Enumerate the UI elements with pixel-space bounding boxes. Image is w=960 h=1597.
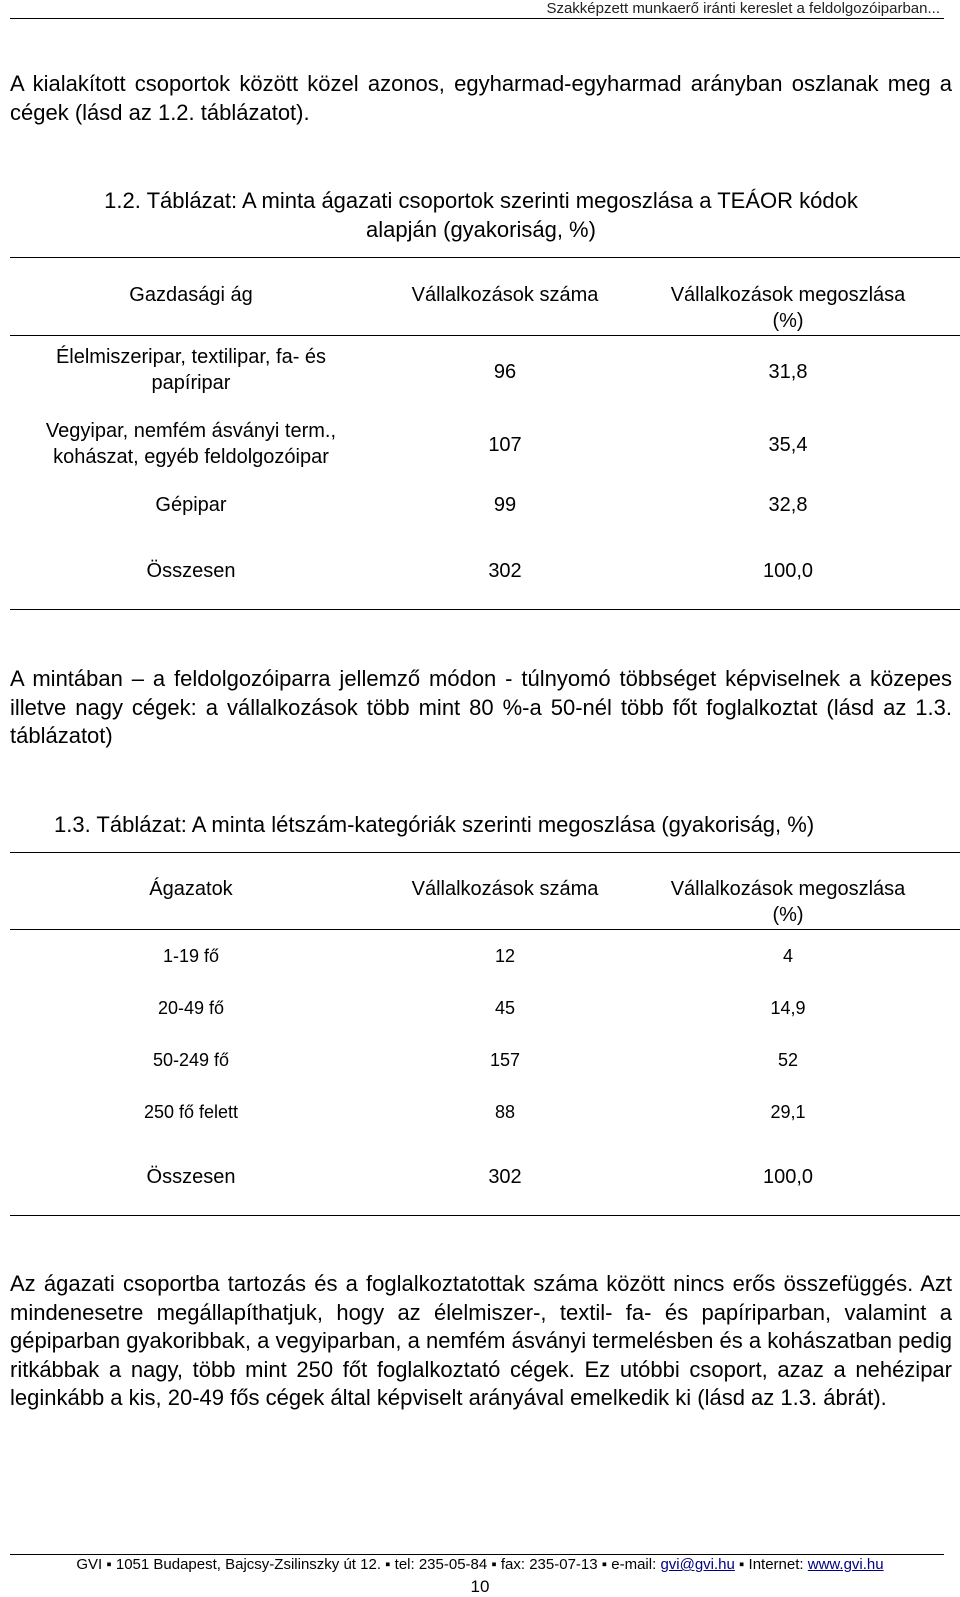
table1-row3-label: Gépipar — [155, 494, 227, 516]
table1-total-label: Összesen — [146, 560, 236, 582]
table2-header-rule — [10, 929, 960, 930]
table2-row4-label: 250 fő felett — [143, 1102, 239, 1122]
table2-bottom-rule — [10, 1215, 960, 1216]
table2-caption: 1.3. Táblázat: A minta létszám-kategóriák szerinti megoszlása (gyakoriság, %) — [54, 812, 815, 837]
header-divider — [10, 18, 944, 19]
table1-header-share-unit: (%) — [772, 310, 804, 332]
footer-contact — [0, 1556, 960, 1573]
footer-email-link[interactable]: gvi@gvi.hu — [660, 1556, 735, 1573]
footer-divider — [10, 1554, 944, 1555]
table2-row2-count: 45 — [494, 998, 516, 1018]
table1-row2-share: 35,4 — [768, 434, 808, 456]
table2-header-share: Vállalkozások megoszlása — [670, 878, 906, 900]
table1-total-count: 302 — [488, 560, 522, 582]
table2-header-share-unit: (%) — [772, 904, 804, 926]
table2-header-category: Ágazatok — [149, 878, 233, 900]
table1-row3-share: 32,8 — [768, 494, 808, 516]
table2-row3-share: 52 — [777, 1050, 799, 1070]
table1-row1-count: 96 — [493, 361, 517, 383]
table2-header-count: Vállalkozások száma — [411, 878, 599, 900]
table1-row1-label-line1: Élelmiszeripar, textilipar, fa- és — [55, 346, 327, 368]
table2-row1-label: 1-19 fő — [162, 946, 220, 966]
table1-row2-label-line1: Vegyipar, nemfém ásványi term., — [45, 420, 337, 442]
table2-total-count: 302 — [488, 1166, 522, 1188]
table2-row3-count: 157 — [489, 1050, 521, 1070]
table1-top-rule — [10, 257, 960, 258]
table1-row2-label-line2: kohászat, egyéb feldolgozóipar — [53, 446, 329, 468]
table2-row1-share: 4 — [782, 946, 793, 966]
closing-paragraph: Az ágazati csoportba tartozás és a foglalkoztatottak száma között nincs erős összefüggés. Azt mindenesetre megállapíthatjuk, hogy az élelmiszer-, textil- fa- és papíriparban, valamint a gépiparban gyakoribbak, a vegyiparban, a nemfém ásványi termelésben és a kohászatban pedig ritkábbak a nagy, több mint 250 főt foglalkoztató cégek. Ez utóbbi csoport, azaz a nehézipar leginkább a kis, 20-49 fős cégek által képviselt arányával emelkedik ki (lásd az 1.3. ábrát). — [10, 1271, 952, 1410]
intro-paragraph: A kialakított csoportok között közel azonos, egyharmad-egyharmad arányban oszlanak meg a cégek (lásd az 1.2. táblázatot). — [10, 71, 952, 125]
table2-total-share: 100,0 — [762, 1166, 814, 1188]
table2-top-rule — [10, 852, 960, 853]
footer-address: GVI ▪ 1051 Budapest, Bajcsy-Zsilinszky út 12. ▪ tel: 235-05-84 ▪ fax: 235-07-13 ▪ e-mail: — [76, 1556, 657, 1573]
table2-row2-label: 20-49 fő — [157, 998, 225, 1018]
table2-row2-share: 14,9 — [770, 998, 806, 1018]
page-number: 10 — [470, 1577, 490, 1596]
table1-row1-label-line2: papíripar — [151, 372, 231, 394]
footer-internet-label: ▪ Internet: — [739, 1556, 804, 1573]
table1-header-share: Vállalkozások megoszlása — [670, 284, 906, 306]
table1-caption-line1: 1.2. Táblázat: A minta ágazati csoportok szerinti megoszlása a TEÁOR kódok — [104, 188, 858, 213]
footer-website-link[interactable]: www.gvi.hu — [807, 1556, 884, 1573]
table1-row2-count: 107 — [488, 434, 522, 456]
table1-header-count: Vállalkozások száma — [411, 284, 599, 306]
table1-header-rule — [10, 335, 960, 336]
table1-header-sector: Gazdasági ág — [129, 284, 253, 306]
running-header: Szakképzett munkaerő iránti kereslet a feldolgozóiparban... — [546, 0, 940, 17]
table1-bottom-rule — [10, 609, 960, 610]
middle-paragraph: A mintában ‒ a feldolgozóiparra jellemző módon - túlnyomó többséget képviselnek a közepes illetve nagy cégek: a vállalkozások több mint 80 %-a 50-nél több főt foglalkoztat (lásd az 1.3. táblázatot) — [10, 666, 952, 748]
table2-row4-share: 29,1 — [770, 1102, 806, 1122]
table2-total-label: Összesen — [146, 1166, 236, 1188]
table1-total-share: 100,0 — [762, 560, 814, 582]
table1-caption-line2: alapján (gyakoriság, %) — [366, 217, 596, 242]
table2-row1-count: 12 — [494, 946, 516, 966]
table1-row3-count: 99 — [493, 494, 517, 516]
table2-row4-count: 88 — [494, 1102, 516, 1122]
table2-row3-label: 50-249 fő — [152, 1050, 230, 1070]
table1-row1-share: 31,8 — [768, 361, 808, 383]
